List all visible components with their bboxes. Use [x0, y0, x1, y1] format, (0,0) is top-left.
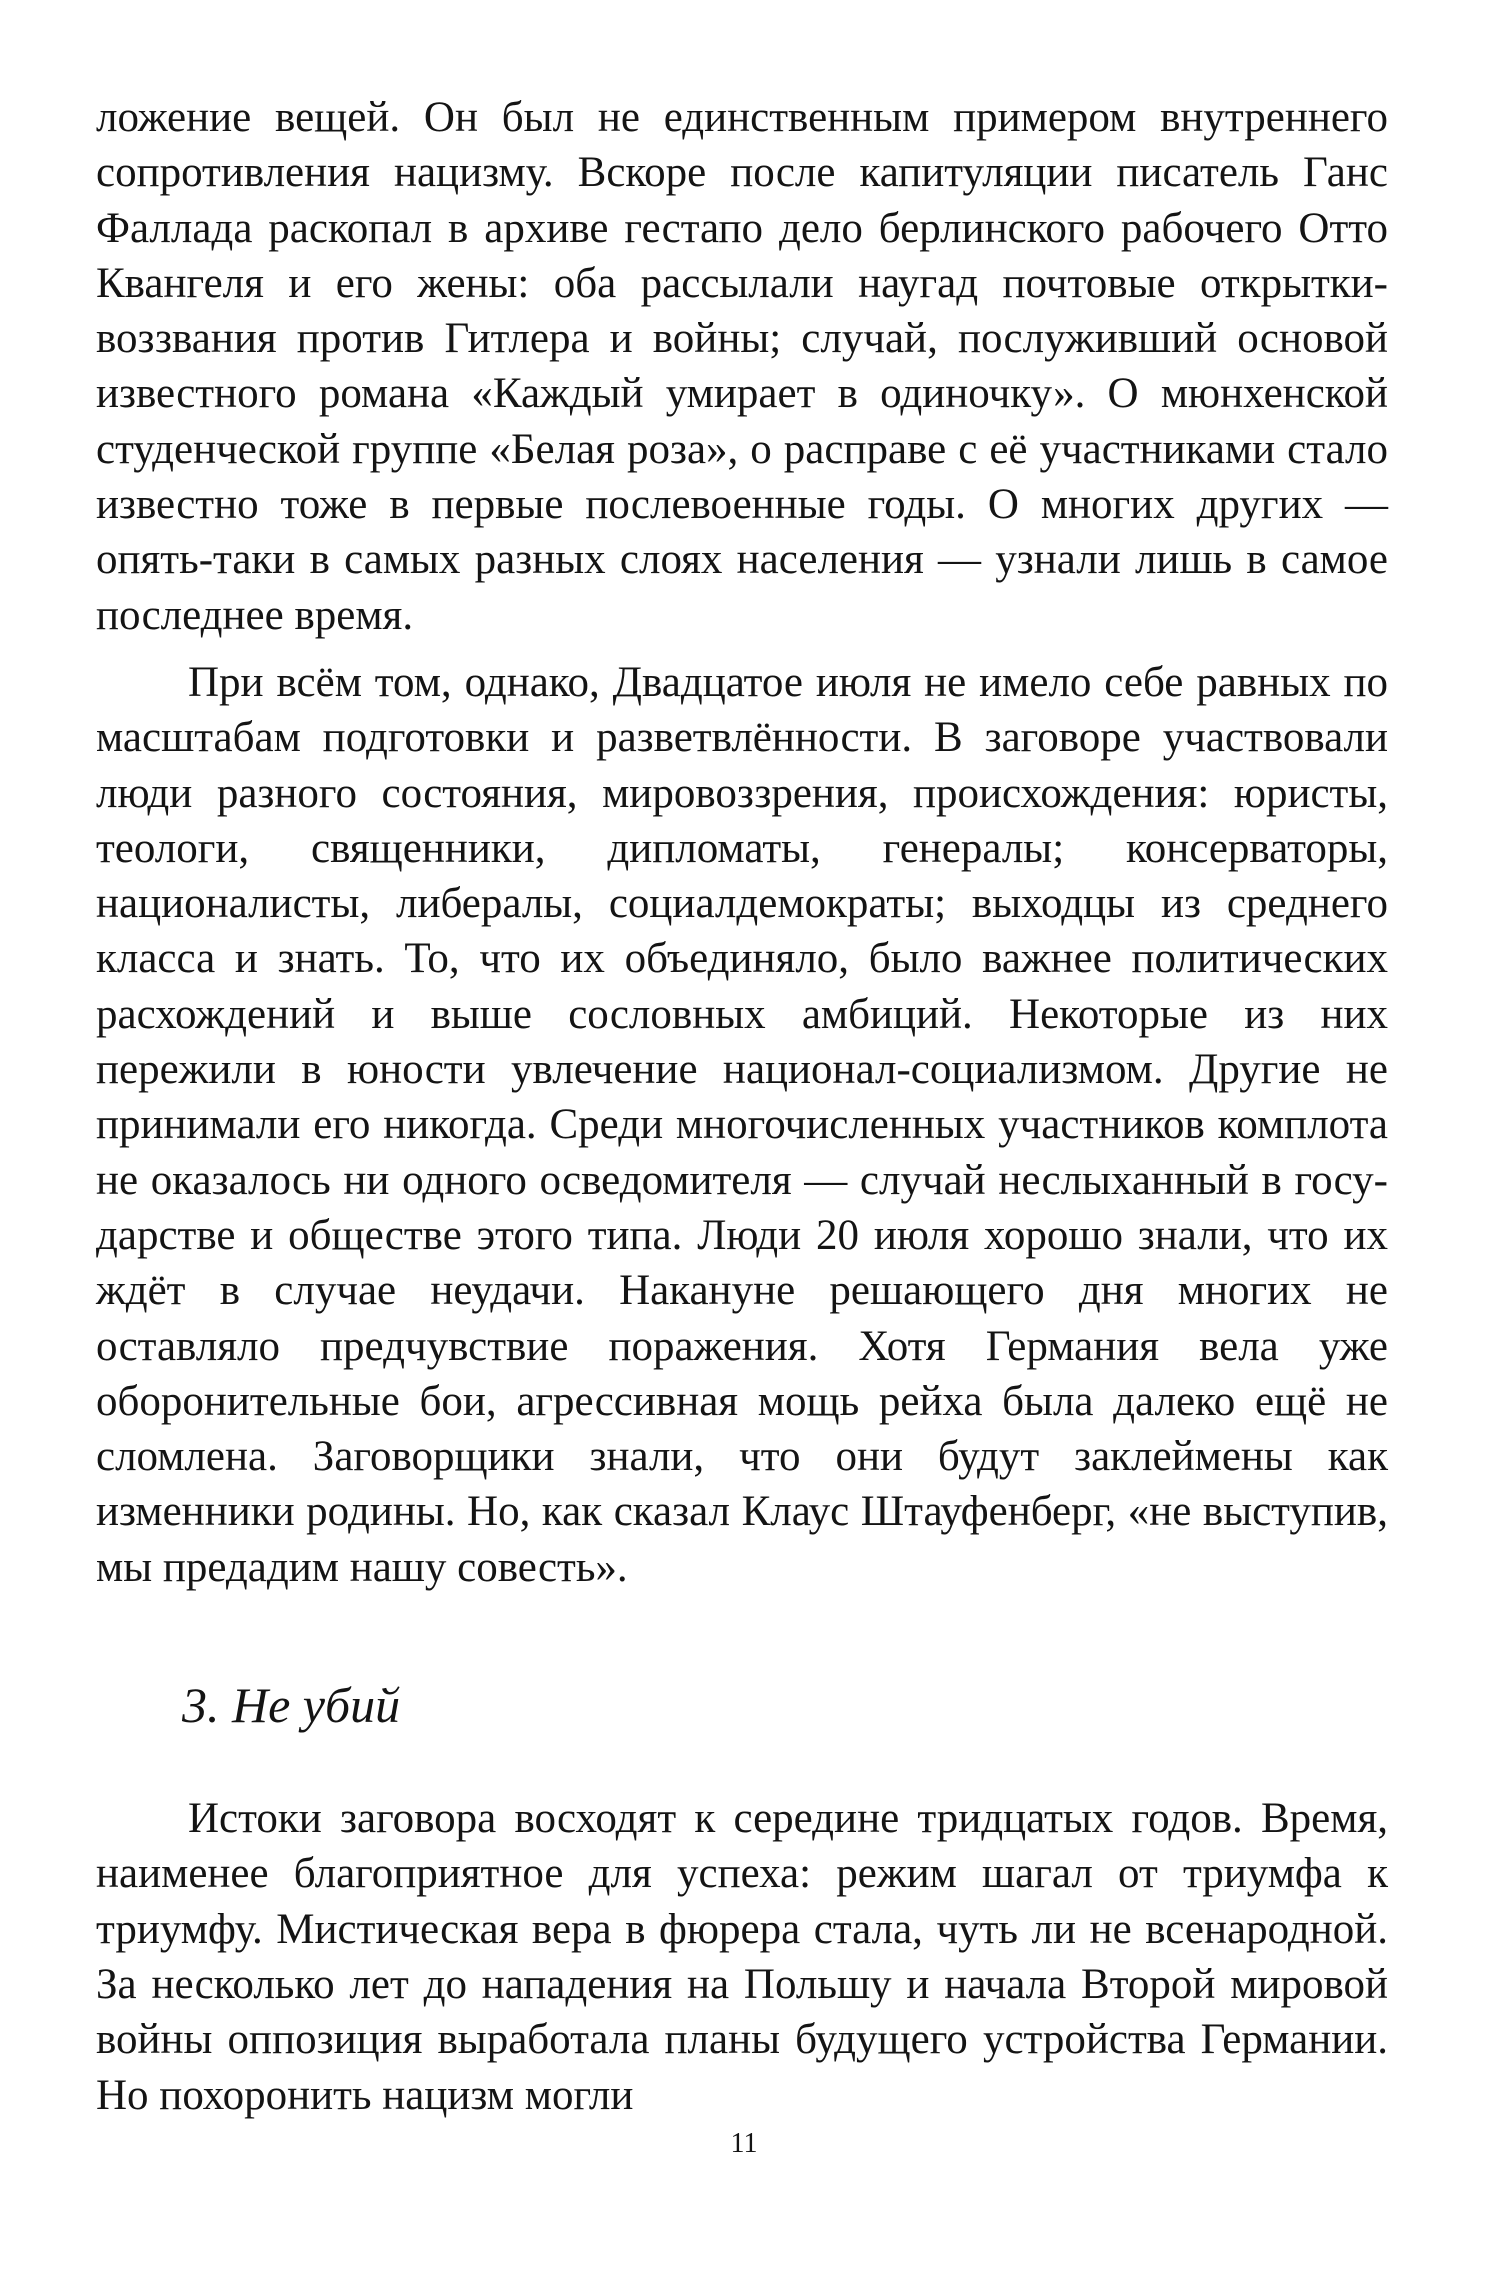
paragraph-2: [96, 655, 1388, 1595]
paragraph-3-text: Истоки заговора восходят к середине тридцатых годов. Время, наименее благоприятное для успеха: режим шагал от триумфа к триумфу. Мистическая вера в фюрера стала, чуть ли не всенародной. За несколько лет до нападения на Польшу и начала Второй мировой войны оппозиция выработала планы будущего устройства Германии. Но похоронить нацизм могли: [96, 1795, 1388, 2119]
page-body: [96, 90, 1388, 2123]
paragraph-2-text: При всём том, однако, Двадцатое июля не имело себе равных по масштабам подготовки и разветвлённости. В заговоре участвовали люди разного состояния, мировоззрения, происхождения: юристы, теологи, священники, дипломаты, генералы; консерваторы, националисты, либералы, социалдемократы; выходцы из среднего класса и знать. То, что их объединяло, было важнее политических расхождений и выше сословных амбиций. Некоторые из них пережили в юности увлечение национал-социализмом. Другие не принимали его никогда. Среди многочисленных участников комплота не оказалось ни одного осведомителя — случай неслыханный в государстве и обществе этого типа. Люди 20 июля хорошо знали, что их ждёт в случае неудачи. Накануне решающего дня многих не оставляло предчувствие поражения. Хотя Германия вела уже оборонительные бои, агрессивная мощь рейха была далеко ещё не сломлена. Заговорщики знали, что они будут заклеймены как изменники родины. Но, как сказал Клаус Штауфенберг, «не выступив, мы предадим нашу совесть».: [96, 658, 1388, 1591]
page-number: 11: [730, 2128, 758, 2159]
section-heading: 3. Не убий: [182, 1677, 401, 1734]
paragraph-1-text: ложение вещей. Он был не единственным примером внутреннего сопротивления нацизму. Вскоре после капитуляции писатель Ганс Фаллада раскопал в архиве гестапо дело берлинского рабочего Отто Квангеля и его жены: оба рассылали наугад почтовые открытки-воззвания против Гитлера и войны; случай, послуживший основой известного романа «Каждый умирает в одиночку». О мюнхенской студенческой группе «Белая роза», о расправе с её участниками стало известно тоже в первые послевоенные годы. О многих других — опять-таки в самых разных слоях населения — узнали лишь в самое последнее время.: [96, 94, 1388, 639]
paragraph-1: [96, 90, 1388, 643]
paragraph-3: [96, 1791, 1388, 2123]
